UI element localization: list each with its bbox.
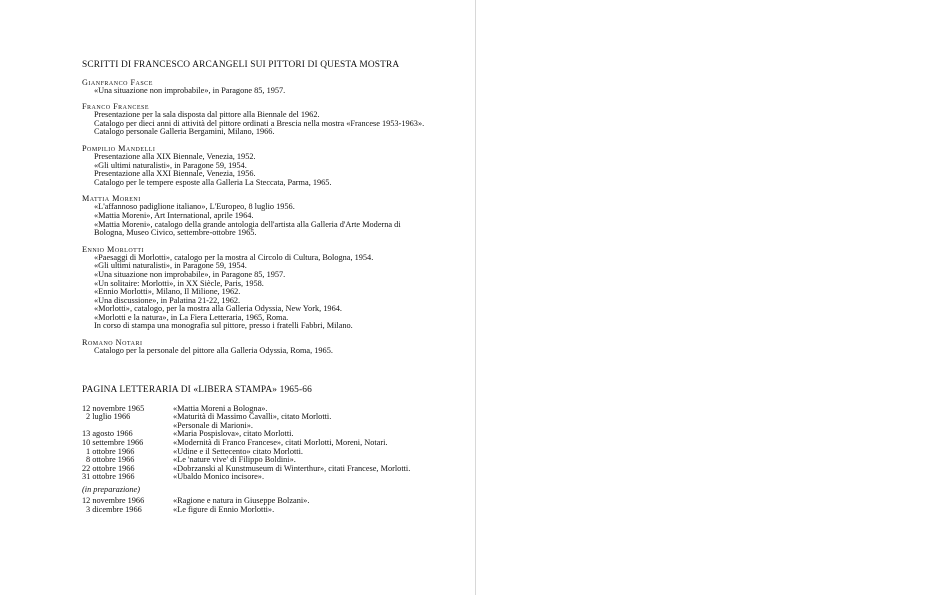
article-row [82, 473, 432, 482]
bibliography-entry: Presentazione per la sala disposta dal pittore alla Biennale del 1962. [94, 110, 320, 120]
article-title: «Modernità di Franco Francese», citati Morlotti, Moreni, Notari. [173, 437, 388, 447]
article-title: «Le figure di Ennio Morlotti». [173, 504, 275, 514]
bibliography-entry: «Gli ultimi naturalisti», in Paragone 59, 1954. [94, 160, 247, 170]
article-date: 10 settembre 1966 [82, 437, 144, 447]
writings-heading: SCRITTI DI FRANCESCO ARCANGELI SUI PITTORI DI QUESTA MOSTRA [82, 60, 400, 70]
bibliography-entry: Catalogo personale Galleria Bergamini, Milano, 1966. [94, 127, 275, 137]
article-title: «Ragione e natura in Giuseppe Bolzani». [173, 495, 310, 505]
bibliography-entry: «Un solitaire: Morlotti», in XX Siècle, Paris, 1958. [94, 278, 264, 288]
bibliography-entry: «Ennio Morlotti», Milano, Il Milione, 1962. [94, 287, 241, 297]
article-date: 13 agosto 1966 [82, 429, 133, 439]
author-name: Gianfranco Fasce [82, 77, 153, 87]
bibliography-entry: «L'affannoso padiglione italiano», L'Europeo, 8 luglio 1956. [94, 202, 295, 212]
bibliography-entry: «Paesaggi di Morlotti», catalogo per la mostra al Circolo di Cultura, Bologna, 1954. [94, 252, 374, 262]
bibliography-entry: Catalogo per la personale del pittore alla Galleria Odyssia, Roma, 1965. [94, 346, 333, 356]
article-title: «Udine e il Settecento» citato Morlotti. [173, 446, 303, 456]
article-date: 8 ottobre 1966 [86, 455, 135, 465]
bibliography-entry: «Mattia Moreni», Art International, aprile 1964. [94, 210, 254, 220]
article-row [82, 506, 432, 515]
article-date: 2 luglio 1966 [86, 412, 131, 422]
article-title: «Maria Pospislova», citato Morlotti. [173, 429, 294, 439]
bibliography-entry: Presentazione alla XXI Biennale, Venezia, 1956. [94, 169, 256, 179]
article-date: 3 dicembre 1966 [86, 504, 142, 514]
author-name: Ennio Morlotti [82, 244, 144, 254]
article-title: «Mattia Moreni a Bologna». [173, 403, 268, 413]
article-title: «Dobrzanski al Kunstmuseum di Winterthur», citati Francese, Morlotti. [173, 463, 411, 473]
article-title: «Personale di Marioni». [173, 420, 253, 430]
writings-section [82, 61, 432, 356]
right-page [476, 0, 950, 595]
bibliography-entry: In corso di stampa una monografia sul pittore, presso i fratelli Fabbri, Milano. [94, 321, 353, 331]
article-date: 1 ottobre 1966 [86, 446, 135, 456]
bibliography-entry: «Gli ultimi naturalisti», in Paragone 59, 1954. [94, 261, 247, 271]
article-title: «Le 'nature vive' di Filippo Boldini». [173, 455, 296, 465]
article-title: «Ubaldo Monico incisore». [173, 472, 265, 482]
author-name: Pompilio Mandelli [82, 143, 156, 153]
libera-stampa-heading: PAGINA LETTERARIA DI «LIBERA STAMPA» 1965-66 [82, 385, 312, 395]
bibliography-entry: Presentazione alla XIX Biennale, Venezia, 1952. [94, 151, 256, 161]
author-name: Romano Notari [82, 338, 143, 348]
article-date: 12 novembre 1965 [82, 403, 145, 413]
bibliography-entry: Catalogo per le tempere esposte alla Galleria La Steccata, Parma, 1965. [94, 177, 332, 187]
bibliography-entry: «Mattia Moreni», catalogo della grande antologia dell'artista alla Galleria d'Arte Moderna di Bologna, Museo Civico, settembre-ottobre 1965. [94, 219, 401, 238]
bibliography-entry: «Una discussione», in Palatina 21-22, 1962. [94, 295, 241, 305]
article-date: 12 novembre 1966 [82, 495, 145, 505]
article-date: 22 ottobre 1966 [82, 463, 135, 473]
author-name: Mattia Moreni [82, 194, 141, 204]
article-row [82, 413, 432, 422]
bibliography-entry: «Morlotti», catalogo, per la mostra alla Galleria Odyssia, New York, 1964. [94, 304, 342, 314]
article-title: «Maturità di Massimo Cavalli», citato Morlotti. [173, 412, 332, 422]
bibliography-entry: Catalogo per dieci anni di attività del pittore ordinati a Brescia nella mostra «Francese 1953-1963». [94, 118, 425, 128]
in-preparation-note: (in preparazione) [82, 484, 140, 494]
article-date: 31 ottobre 1966 [82, 472, 135, 482]
author-name: Franco Francese [82, 102, 149, 112]
libera-stampa-section [82, 386, 432, 514]
bibliography-entry: «Morlotti e la natura», in La Fiera Letteraria, 1965, Roma. [94, 312, 289, 322]
bibliography-entry: «Una situazione non improbabile», in Paragone 85, 1957. [94, 85, 286, 95]
bibliography-entry: «Una situazione non improbabile», in Paragone 85, 1957. [94, 269, 286, 279]
